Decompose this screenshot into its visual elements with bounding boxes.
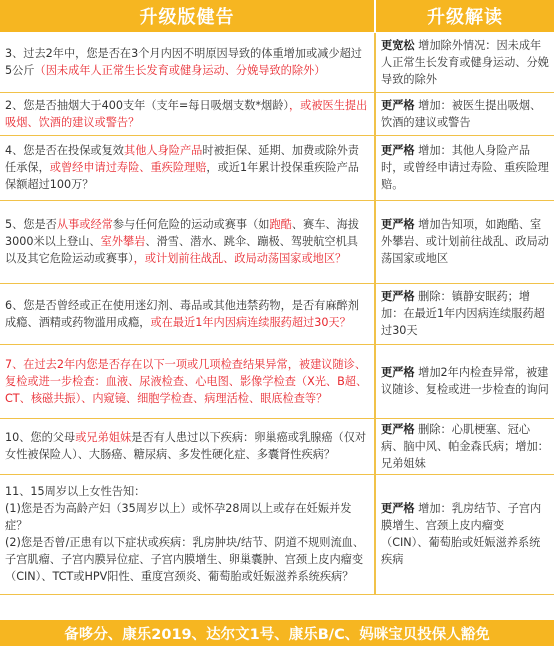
interpretation-cell bbox=[375, 344, 554, 418]
question-cell bbox=[0, 33, 375, 92]
highlighted-change-text: 或在最近1年内因病连续服药超过30天？ bbox=[150, 315, 351, 329]
interpretation-text: 增加：乳房结节、子宫内膜增生、宫颈上皮内瘤变（CIN）、葡萄胎或妊娠滋养系统疾病 bbox=[381, 502, 542, 566]
change-badge: 更严格 bbox=[381, 218, 415, 231]
highlighted-change-text: 或兄弟姐妹 bbox=[75, 431, 132, 444]
question-cell bbox=[0, 200, 375, 283]
interpretation-cell bbox=[375, 283, 554, 344]
question-text: 10、您的父母 bbox=[5, 431, 76, 444]
interpretation-cell bbox=[375, 474, 554, 594]
interpretation-text: 增加告知项，如跑酷、室外攀岩、或计划前往战乱、政局动荡国家或地区 bbox=[381, 218, 549, 265]
interpretation-cell bbox=[375, 418, 554, 474]
highlighted-change-text: 或曾经申请过寿险、重疾险理赔 bbox=[49, 161, 207, 174]
question-text: 、赛车、海拔3000米以上登山、 bbox=[5, 218, 359, 248]
interpretation-text: 增加：被医生提出吸烟、饮酒的建议或警告 bbox=[381, 98, 542, 129]
question-cell bbox=[0, 92, 375, 135]
change-badge: 更严格 bbox=[381, 502, 415, 515]
highlighted-change-text: 其他人身险产品 bbox=[124, 144, 203, 157]
question-text: 、滑雪、潜水、跳伞、蹦极、驾驶航空机具以及其它危险运动或赛事） bbox=[5, 235, 358, 265]
question-line: (1)您是否为高龄产妇（35周岁以上）或怀孕28周以上或存在妊娠并发症？ bbox=[5, 502, 352, 532]
question-text: 时被拒保、延期、加费或除外责任承保， bbox=[5, 144, 359, 174]
question-cell bbox=[0, 135, 375, 200]
highlighted-change-text: 从事或经常 bbox=[56, 218, 113, 231]
interpretation-cell bbox=[375, 200, 554, 283]
question-text: 4、您是否在投保或复效 bbox=[5, 144, 124, 157]
highlighted-change-text: 跑酷 bbox=[269, 218, 292, 231]
table-row bbox=[0, 33, 554, 92]
question-text: 3、过去2年中，您是否在3个月内因不明原因导致的体重增加或减少超过5公斤 bbox=[5, 47, 362, 78]
interpretation-text: 删除：心肌梗塞、冠心病、脑中风、帕金森氏病；增加：兄弟姐妹 bbox=[381, 422, 549, 470]
interpretation-cell bbox=[375, 92, 554, 135]
interpretation-text: 删除：镇静安眠药；增加：在最近1年内因病连续服药超过30天 bbox=[381, 290, 545, 337]
change-badge: 更宽松 bbox=[381, 38, 415, 52]
question-text: ，或近1年累计投保重疾险产品保额超过100万？ bbox=[5, 161, 359, 191]
table-row bbox=[0, 344, 554, 418]
table-row bbox=[0, 92, 554, 135]
change-badge: 更严格 bbox=[381, 366, 415, 379]
question-text: 5、您是否 bbox=[5, 218, 57, 231]
question-cell bbox=[0, 418, 375, 474]
change-badge: 更严格 bbox=[381, 144, 415, 157]
question-text: 6、您是否曾经或正在使用迷幻剂、毒品或其他违禁药物，是否有麻醉剂成瘾、酒精或药物滥用成瘾， bbox=[5, 298, 359, 329]
footer-products: 备哆分、康乐2019、达尔文1号、康乐B/C、妈咪宝贝投保人豁免 bbox=[0, 620, 554, 646]
table-row bbox=[0, 418, 554, 474]
highlighted-change-text: ，或计划前往战乱、政局动荡国家或地区？ bbox=[133, 252, 347, 265]
question-text: 参与任何危险的运动或赛事（如 bbox=[112, 218, 270, 231]
question-line: (2)您是否曾/正患有以下症状或疾病：乳房肿块/结节、阴道不规则流血、子宫肌瘤、子宫内膜异位症、子宫内膜增生、卵巢囊肿、宫颈上皮内瘤变（CIN）、TCT或HPV阳性、重度宫颈炎、葡萄胎或妊娠滋养系统疾病？ bbox=[5, 536, 365, 583]
header-upgraded-health-notice: 升级版健告 bbox=[0, 0, 374, 32]
question-cell bbox=[0, 344, 375, 418]
interpretation-cell bbox=[375, 33, 554, 92]
table-row bbox=[0, 135, 554, 200]
highlighted-change-text: ，或被医生提出吸烟、饮酒的建议或警告？ bbox=[5, 98, 368, 129]
highlighted-change-text: （因未成年人正常生长发育或健身运动、分娩导致的除外） bbox=[34, 64, 326, 78]
header-upgrade-interpretation: 升级解读 bbox=[376, 0, 554, 32]
question-cell bbox=[0, 283, 375, 344]
change-badge: 更严格 bbox=[381, 422, 415, 436]
table-row bbox=[0, 283, 554, 344]
table-row bbox=[0, 474, 554, 594]
question-cell bbox=[0, 474, 375, 594]
interpretation-cell bbox=[375, 135, 554, 200]
highlighted-change-text: 7、在过去2年内您是否存在以下一项或几项检查结果异常，被建议随诊、复检或进一步检查：血液、尿液检查、心电图、影像学检查（X光、B超、CT、核磁共振）、内窥镜、细胞学检查、病理活检、眼底检查等？ bbox=[5, 357, 368, 405]
interpretation-text: 增加2年内检查异常，被建议随诊、复检或进一步检查的询问 bbox=[381, 366, 549, 396]
highlighted-change-text: 室外攀岩 bbox=[100, 235, 146, 248]
interpretation-text: 增加：其他人身险产品时，或曾经申请过寿险、重疾险理赔。 bbox=[381, 144, 549, 191]
question-text: 是否有人患过以下疾病：卵巢癌或乳腺癌（仅对女性被保险人）、大肠癌、糖尿病、多发性硬化症、多囊肾性疾病？ bbox=[5, 431, 367, 461]
interpretation-text: 增加除外情况：因未成年人正常生长发育或健身运动、分娩导致的除外 bbox=[381, 38, 549, 86]
table-row bbox=[0, 200, 554, 283]
change-badge: 更严格 bbox=[381, 98, 415, 112]
question-text: 2、您是否抽烟大于400支年（支年=每日吸烟支数*烟龄） bbox=[5, 98, 289, 112]
comparison-table bbox=[0, 33, 554, 595]
change-badge: 更严格 bbox=[381, 290, 415, 303]
question-line: 11、15周岁以上女性告知： bbox=[5, 485, 146, 498]
